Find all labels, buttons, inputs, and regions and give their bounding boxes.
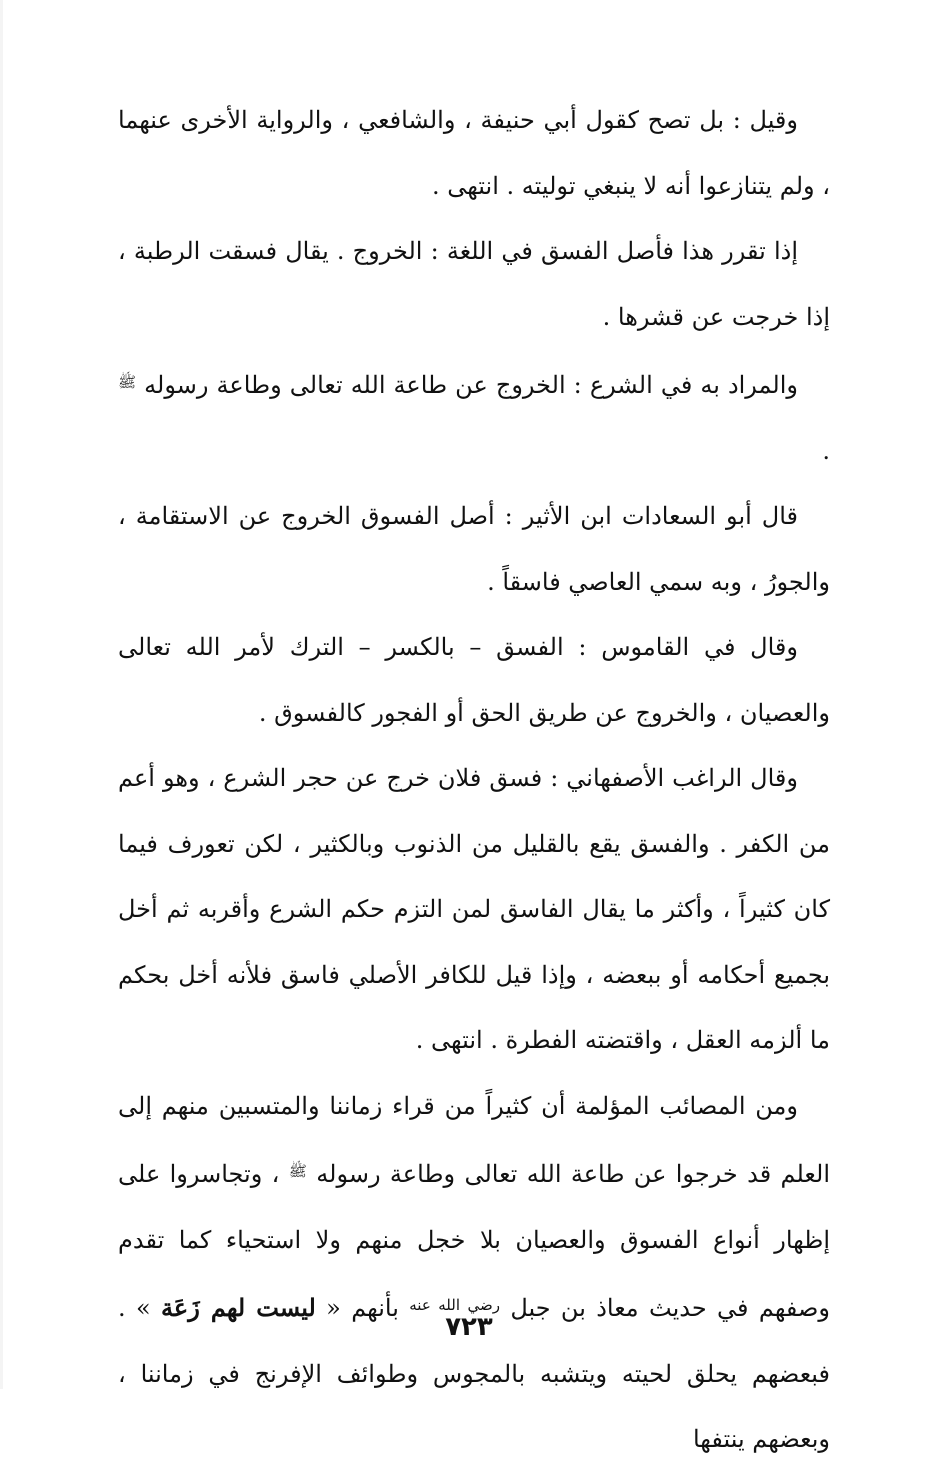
paragraph [118, 350, 830, 484]
paragraph: إذا تقرر هذا فأصل الفسق في اللغة : الخروج . يقال فسقت الرطبة ، إذا خرجت عن قشرها . [118, 237, 830, 331]
paragraph-text: ، وتجاسروا على إظهار أنواع الفسوق والعصيان بلا خجل منهم ولا استحياء كما تقدم وصفهم في حديث معاذ بن جبل [118, 1160, 830, 1322]
paragraph-text: بأنهم « [315, 1294, 410, 1322]
paragraph: قال أبو السعادات ابن الأثير : أصل الفسوق الخروج عن الاستقامة ، والجورُ ، وبه سمي العاصي فاسقاً . [118, 502, 830, 596]
page-edge [0, 0, 3, 1389]
paragraph [118, 1074, 830, 1473]
honorific-glyph: ﷺ [288, 1162, 307, 1180]
paragraph-text: والمراد به في الشرع : الخروج عن طاعة الله تعالى وطاعة رسوله [136, 371, 798, 399]
paragraph-text: ومن المصائب المؤلمة أن كثيراً من قراء زماننا والمتسبين منهم إلى العلم قد خرجوا عن طاعة الله تعالى وطاعة رسوله [118, 1091, 830, 1188]
page-number: ٧٢٣ [445, 1312, 493, 1342]
hadith-quote: ليست لهم زَعَة [161, 1293, 316, 1322]
paragraph: وقال في القاموس : الفسق – بالكسر – الترك لأمر الله تعالى والعصيان ، والخروج عن طريق الحق أو الفجور كالفسوق . [118, 633, 830, 727]
paragraph-text: . [822, 436, 830, 465]
paragraph-text: » . فبعضهم يحلق لحيته ويتشبه بالمجوس وطوائف الإفرنج في زماننا ، وبعضهم ينتفها [118, 1294, 830, 1453]
honorific-glyph: ﷺ [118, 373, 137, 391]
paragraph: وقال الراغب الأصفهاني : فسق فلان خرج عن حجر الشرع ، وهو أعم من الكفر . والفسق يقع بالقليل من الذنوب وبالكثير ، لكن تعورف فيما كان كثيراً ، وأكثر ما يقال الفاسق لمن التزم حكم الشرع وأقربه ثم أخل بجميع أحكامه أو ببعضه ، وإذا قيل للكافر الأصلي فاسق فلأنه أخل بحكم ما ألزمه العقل ، واقتضته الفطرة . انتهى . [118, 764, 831, 1054]
paragraph: وقيل : بل تصح كقول أبي حنيفة ، والشافعي ، والرواية الأخرى عنهما ، ولم يتنازعوا أنه لا ينبغي توليته . انتهى . [118, 106, 830, 200]
honorific-glyph: رضي الله عنه [409, 1296, 500, 1314]
body-text [118, 88, 830, 1473]
